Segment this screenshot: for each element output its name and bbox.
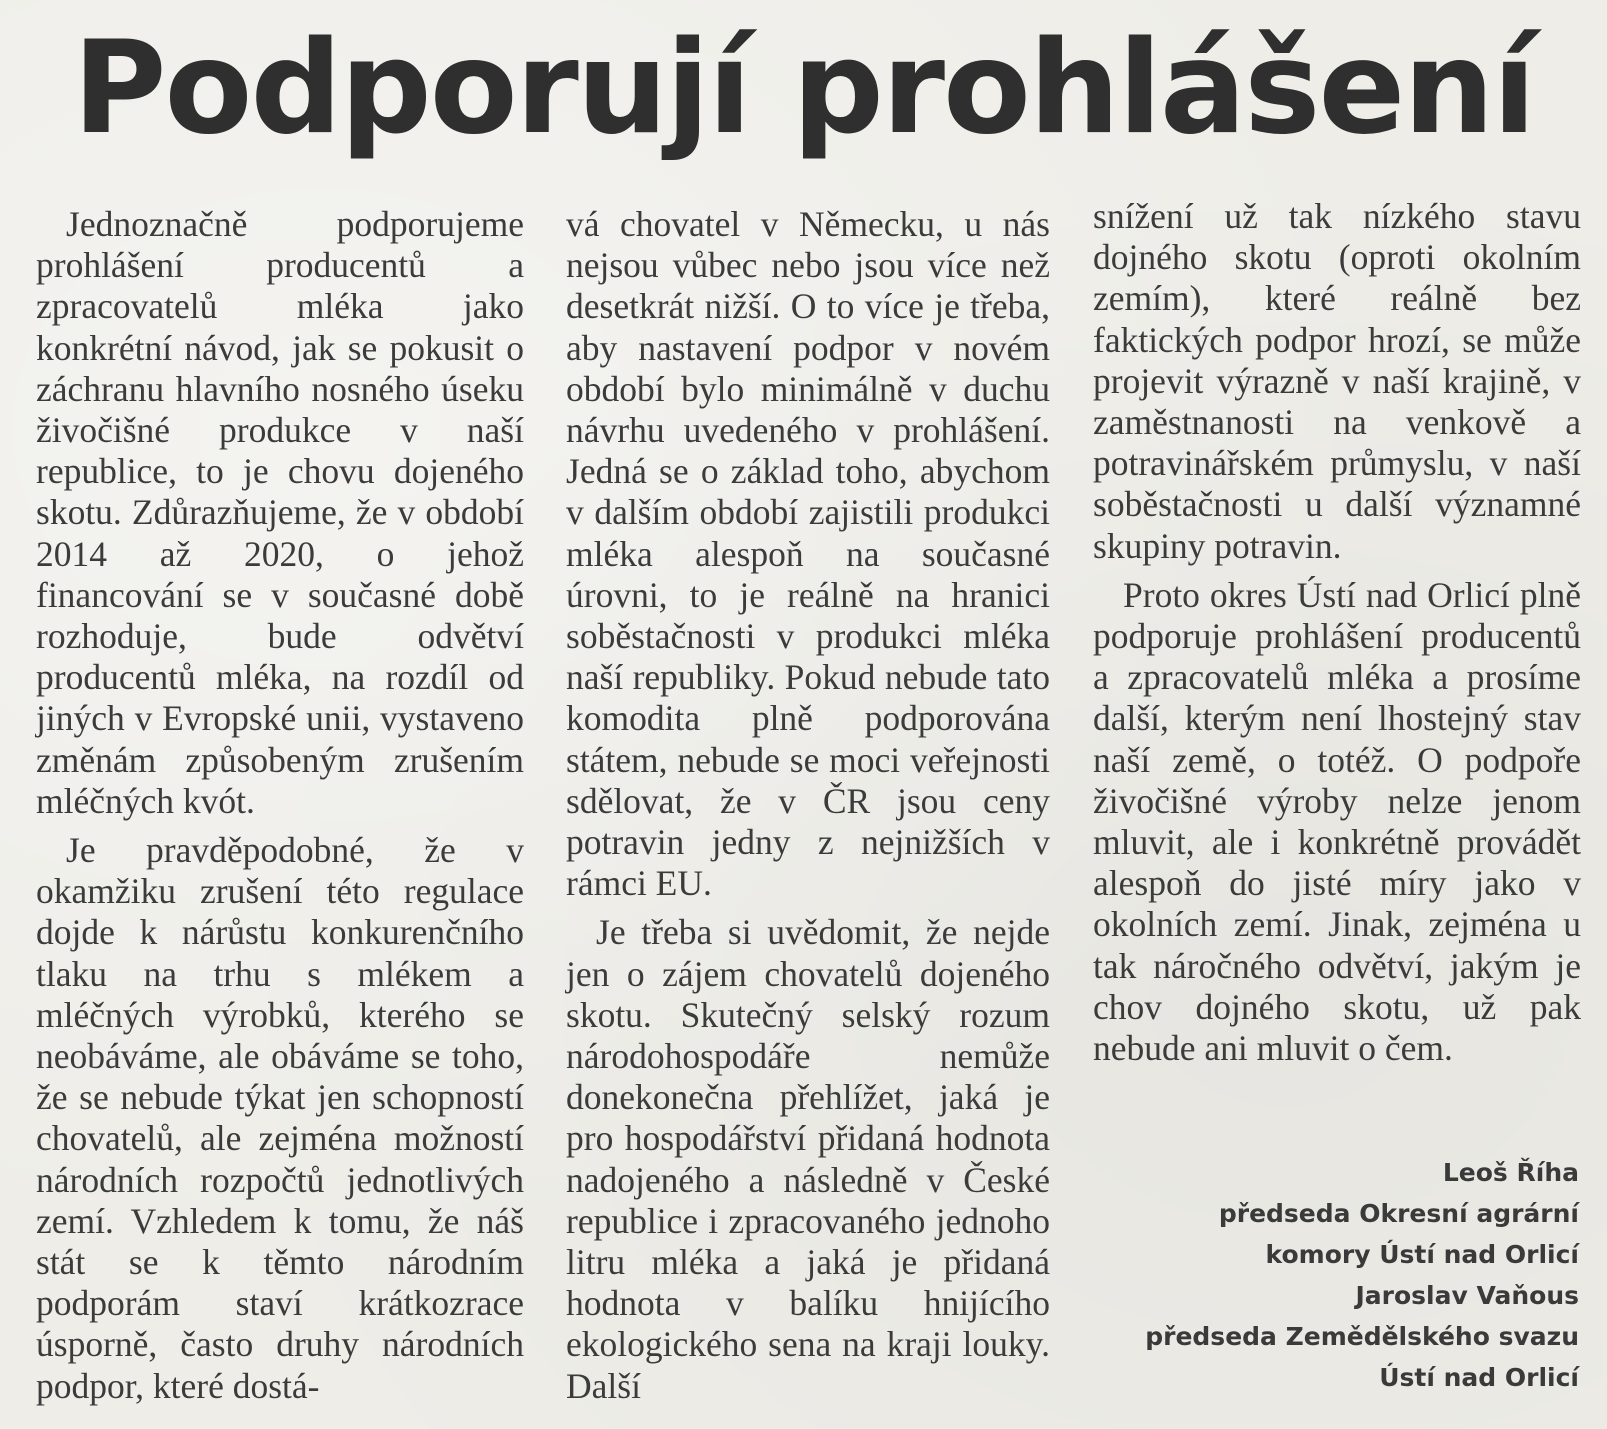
text-column-3: [1093, 196, 1581, 1077]
author-role: Ústí nad Orlicí: [1379, 1363, 1579, 1392]
paragraph: Je pravděpodobné, že v okamžiku zrušení této regulace dojde k nárůstu konkurenčního tlaku na trhu s mlékem a mléčných výrobků, kterého se neobáváme, ale obáváme se toho, že se nebude týkat jen schopností chovatelů, ale zejména možností národních rozpočtů jednotlivých zemí. Vzhledem k tomu, že náš stát se k těmto národním podporám staví krátkozrace úsporně, často druhy národních podpor, které dostá-: [36, 830, 524, 1406]
paragraph: snížení už tak nízkého stavu dojného skotu (oproti okolním zemím), které reálně bez faktických podpor hrozí, se může projevit výrazně v naší krajině, v zaměstnanosti na venkově a potravinářském průmyslu, v naší soběstačnosti u další významné skupiny potravin.: [1093, 196, 1581, 566]
author-name: Jaroslav Vaňous: [1355, 1281, 1579, 1310]
author-name: Leoš Říha: [1442, 1158, 1579, 1187]
paragraph: Je třeba si uvědomit, že nejde jen o zájem chovatelů dojeného skotu. Skutečný selský rozum národohospodáře nemůže donekonečna přehlížet, jaká je pro hospodářství přidaná hodnota nadojeného a následně v České republice i zpracovaného jednoho litru mléka a jaká je přidaná hodnota v balíku hnijícího ekologického sena na kraji louky. Další: [566, 912, 1050, 1406]
author-signature-block: [1019, 1152, 1579, 1398]
author-role: předseda Okresní agrární: [1218, 1199, 1579, 1228]
paragraph: vá chovatel v Německu, u nás nejsou vůbec nebo jsou více než desetkrát nižší. O to více je třeba, aby nastavení podpor v novém období bylo minimálně v duchu návrhu uvedeného v prohlášení. Jedná se o základ toho, abychom v dalším období zajistili produkci mléka alespoň na současné úrovni, to je reálně na hranici soběstačnosti v produkci mléka naší republiky. Pokud nebude tato komodita plně podporována státem, nebude se moci veřejnosti sdělovat, že v ČR jsou ceny potravin jedny z nejnižších v rámci EU.: [566, 204, 1050, 904]
paragraph: Jednoznačně podporujeme prohlášení producentů a zpracovatelů mléka jako konkrétní návod, jak se pokusit o záchranu hlavního nosného úseku živočišné produkce v naší republice, to je chovu dojeného skotu. Zdůrazňujeme, že v období 2014 až 2020, o jehož financování se v současné době rozhoduje, bude odvětví producentů mléka, na rozdíl od jiných v Evropské unii, vystaveno změnám způsobeným zrušením mléčných kvót.: [36, 204, 524, 821]
paragraph: Proto okres Ústí nad Orlicí plně podporuje prohlášení producentů a zpracovatelů mléka a prosíme další, kterým není lhostejný stav naší země, o totéž. O podpoře živočišné výroby nelze jenom mluvit, ale i konkrétně provádět alespoň do jisté míry jako v okolních zemí. Jinak, zejména u tak náročného odvětví, jakým je chov dojného skotu, už pak nebude ani mluvit o čem.: [1093, 574, 1581, 1069]
article-headline: Podporují prohlášení: [72, 14, 1535, 163]
text-column-2: [566, 204, 1050, 1415]
text-column-1: [36, 204, 524, 1415]
author-role: předseda Zemědělského svazu: [1145, 1322, 1579, 1351]
author-role: komory Ústí nad Orlicí: [1265, 1240, 1579, 1269]
